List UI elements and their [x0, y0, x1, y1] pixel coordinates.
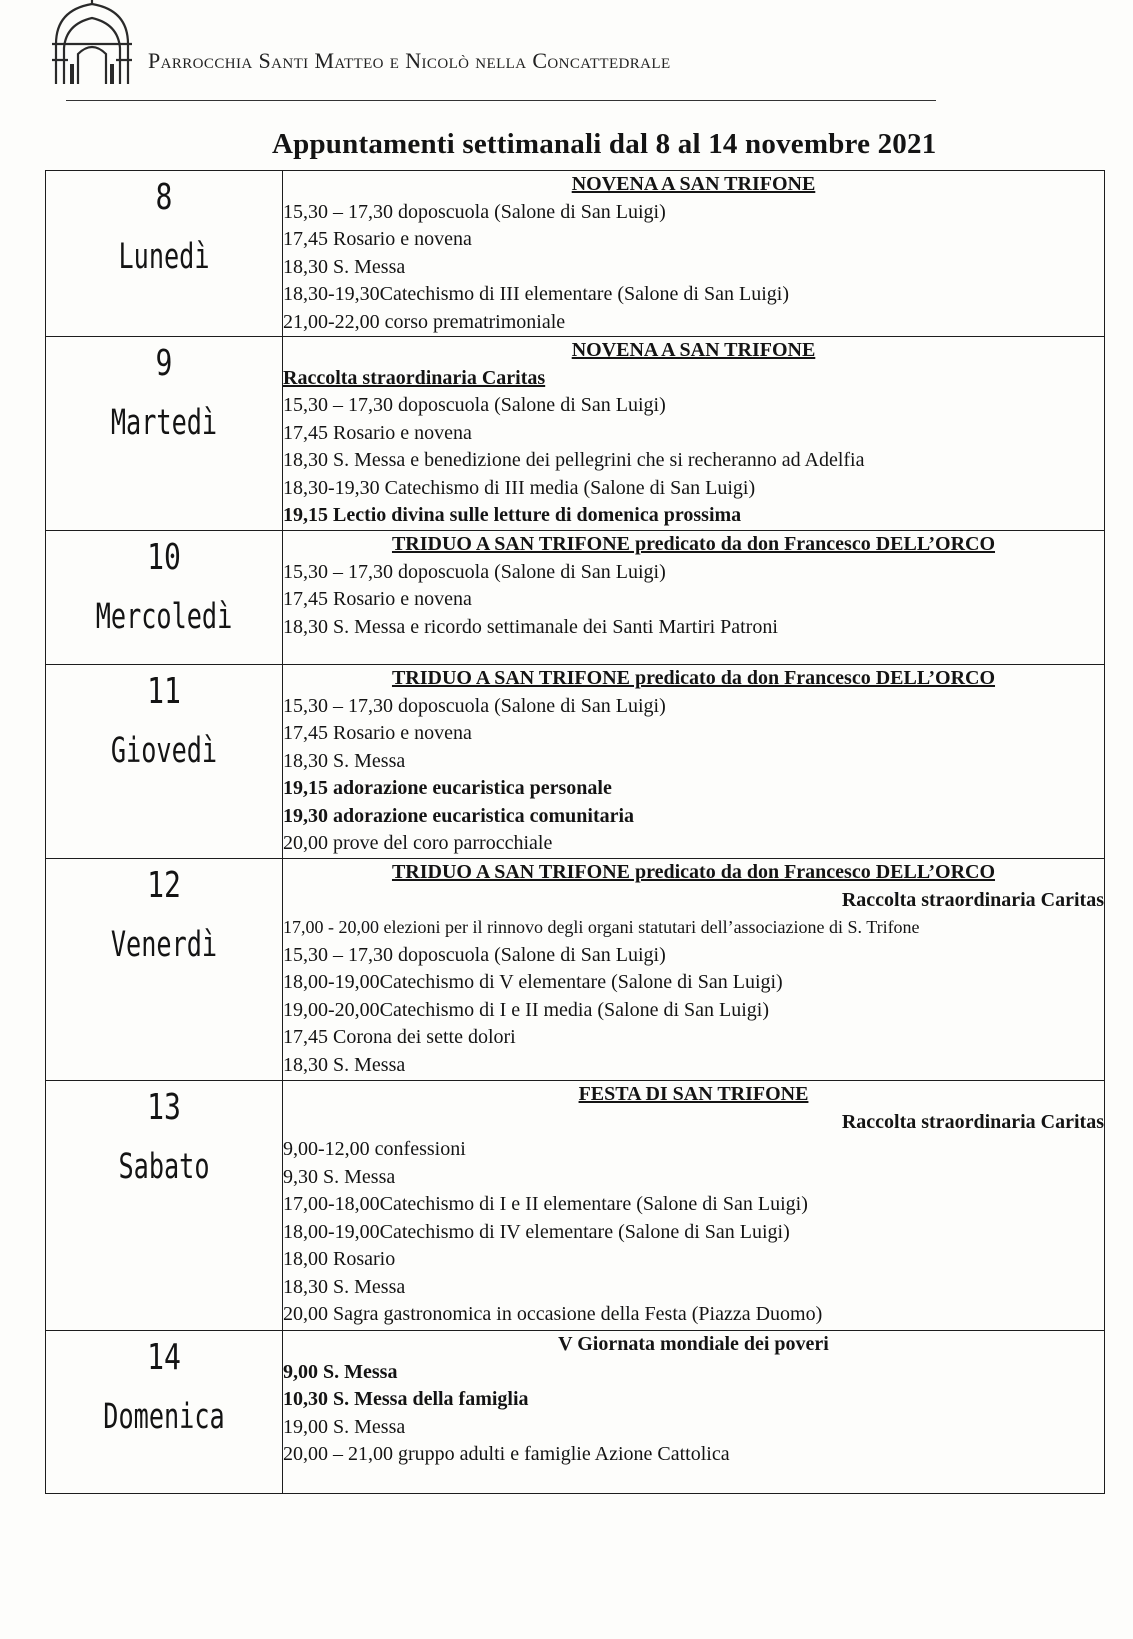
event-line: 18,30 S. Messa e benedizione dei pellegrini che si recheranno ad Adelfia — [283, 449, 865, 471]
day-number: 11 — [147, 671, 181, 712]
event-line: Raccolta straordinaria Caritas — [841, 1110, 1104, 1133]
header-divider — [66, 100, 936, 101]
day-cell — [46, 337, 283, 531]
event-line: 17,45 Corona dei sette dolori — [283, 1026, 516, 1048]
event-line: Raccolta straordinaria Caritas — [841, 888, 1104, 911]
event-line: Raccolta straordinaria Caritas — [283, 366, 546, 389]
event-line: 15,30 – 17,30 doposcuola (Salone di San Luigi) — [283, 943, 666, 966]
cathedral-dome-icon — [48, 0, 138, 86]
day-row — [46, 1331, 1105, 1494]
day-row — [46, 665, 1105, 859]
day-name: Lunedì — [118, 237, 210, 277]
day-name: Giovedì — [110, 731, 218, 771]
event-line: TRIDUO A SAN TRIFONE predicato da don Francesco DELL’ORCO — [391, 667, 996, 689]
day-name: Sabato — [118, 1147, 210, 1187]
event-line: 19,00 S. Messa — [283, 1415, 406, 1438]
event-line: 18,00-19,00Catechismo di V elementare (Salone di San Luigi) — [283, 971, 783, 993]
day-row — [46, 171, 1105, 337]
day-row — [46, 1081, 1105, 1331]
event-line: 18,30-19,30 Catechismo di III media (Salone di San Luigi) — [283, 476, 756, 499]
day-number: 14 — [147, 1337, 181, 1378]
events-cell — [283, 1081, 1105, 1331]
day-number: 13 — [147, 1087, 181, 1128]
event-line: 19,15 Lectio divina sulle letture di domenica prossima — [283, 504, 742, 526]
event-line: 20,00 Sagra gastronomica in occasione della Festa (Piazza Duomo) — [283, 1303, 823, 1325]
event-line: 20,00 – 21,00 gruppo adulti e famiglie Azione Cattolica — [283, 1443, 730, 1465]
events-cell — [283, 531, 1105, 665]
events-cell — [283, 665, 1105, 859]
event-line: 9,00-12,00 confessioni — [283, 1138, 466, 1160]
day-cell — [46, 1331, 283, 1494]
event-line: TRIDUO A SAN TRIFONE predicato da don Francesco DELL’ORCO — [391, 861, 996, 883]
event-line: NOVENA A SAN TRIFONE — [571, 339, 816, 361]
event-line: 17,45 Rosario e novena — [283, 588, 472, 610]
event-line: 17,45 Rosario e novena — [283, 228, 472, 250]
day-number: 8 — [155, 177, 173, 218]
events-cell — [283, 337, 1105, 531]
event-line: 18,30 S. Messa — [283, 255, 406, 278]
event-line: 15,30 – 17,30 doposcuola (Salone di San Luigi) — [283, 560, 666, 583]
day-cell — [46, 531, 283, 665]
events-cell — [283, 1331, 1105, 1494]
day-name: Venerdì — [110, 925, 218, 965]
day-number: 9 — [155, 343, 173, 384]
event-line: 18,30 S. Messa e ricordo settimanale dei Santi Martiri Patroni — [283, 615, 778, 638]
event-line: 15,30 – 17,30 doposcuola (Salone di San Luigi) — [283, 200, 666, 223]
event-line: NOVENA A SAN TRIFONE — [571, 173, 816, 195]
day-name: Mercoledì — [95, 597, 233, 637]
day-row — [46, 859, 1105, 1081]
event-line: 17,00-18,00Catechismo di I e II elementare (Salone di San Luigi) — [283, 1193, 808, 1215]
event-line: 17,00 - 20,00 elezioni per il rinnovo degli organi statutari dell’associazione di S. Trifone — [283, 917, 920, 937]
event-line: TRIDUO A SAN TRIFONE predicato da don Francesco DELL’ORCO — [391, 533, 996, 555]
event-line: 18,30 S. Messa — [283, 1275, 406, 1298]
event-line: 21,00-22,00 corso prematrimoniale — [283, 310, 566, 333]
event-line: 19,00-20,00Catechismo di I e II media (Salone di San Luigi) — [283, 998, 770, 1021]
day-row — [46, 531, 1105, 665]
weekly-schedule-table — [45, 170, 1105, 1494]
event-line: 18,00 Rosario — [283, 1248, 396, 1270]
events-cell — [283, 859, 1105, 1081]
event-line: 18,30-19,30Catechismo di III elementare (Salone di San Luigi) — [283, 283, 789, 305]
event-line: 15,30 – 17,30 doposcuola (Salone di San Luigi) — [283, 694, 666, 717]
day-number: 10 — [147, 537, 181, 578]
event-line: 15,30 – 17,30 doposcuola (Salone di San Luigi) — [283, 394, 666, 416]
day-cell — [46, 171, 283, 337]
event-line: 20,00 prove del coro parrocchiale — [283, 832, 553, 854]
event-line: 18,00-19,00Catechismo di IV elementare (Salone di San Luigi) — [283, 1220, 790, 1243]
page-title: Appuntamenti settimanali dal 8 al 14 novembre 2021 — [272, 128, 937, 160]
events-cell — [283, 171, 1105, 337]
day-row — [46, 337, 1105, 531]
event-line: V Giornata mondiale dei poveri — [558, 1333, 829, 1355]
day-cell — [46, 859, 283, 1081]
event-line: 19,15 adorazione eucaristica personale — [283, 777, 612, 799]
day-cell — [46, 665, 283, 859]
event-line: 10,30 S. Messa della famiglia — [283, 1388, 529, 1410]
day-name: Martedì — [110, 403, 218, 443]
day-name: Domenica — [103, 1397, 225, 1437]
event-line: 9,00 S. Messa — [283, 1360, 398, 1383]
event-line: FESTA DI SAN TRIFONE — [578, 1083, 809, 1105]
parish-name: Parrocchia Santi Matteo e Nicolò nella Concattedrale — [148, 48, 671, 73]
event-line: 17,45 Rosario e novena — [283, 421, 472, 444]
day-number: 12 — [147, 865, 181, 906]
event-line: 19,30 adorazione eucaristica comunitaria — [283, 804, 635, 827]
event-line: 17,45 Rosario e novena — [283, 722, 472, 744]
event-line: 9,30 S. Messa — [283, 1165, 396, 1188]
day-cell — [46, 1081, 283, 1331]
event-line: 18,30 S. Messa — [283, 749, 406, 772]
event-line: 18,30 S. Messa — [283, 1053, 406, 1076]
